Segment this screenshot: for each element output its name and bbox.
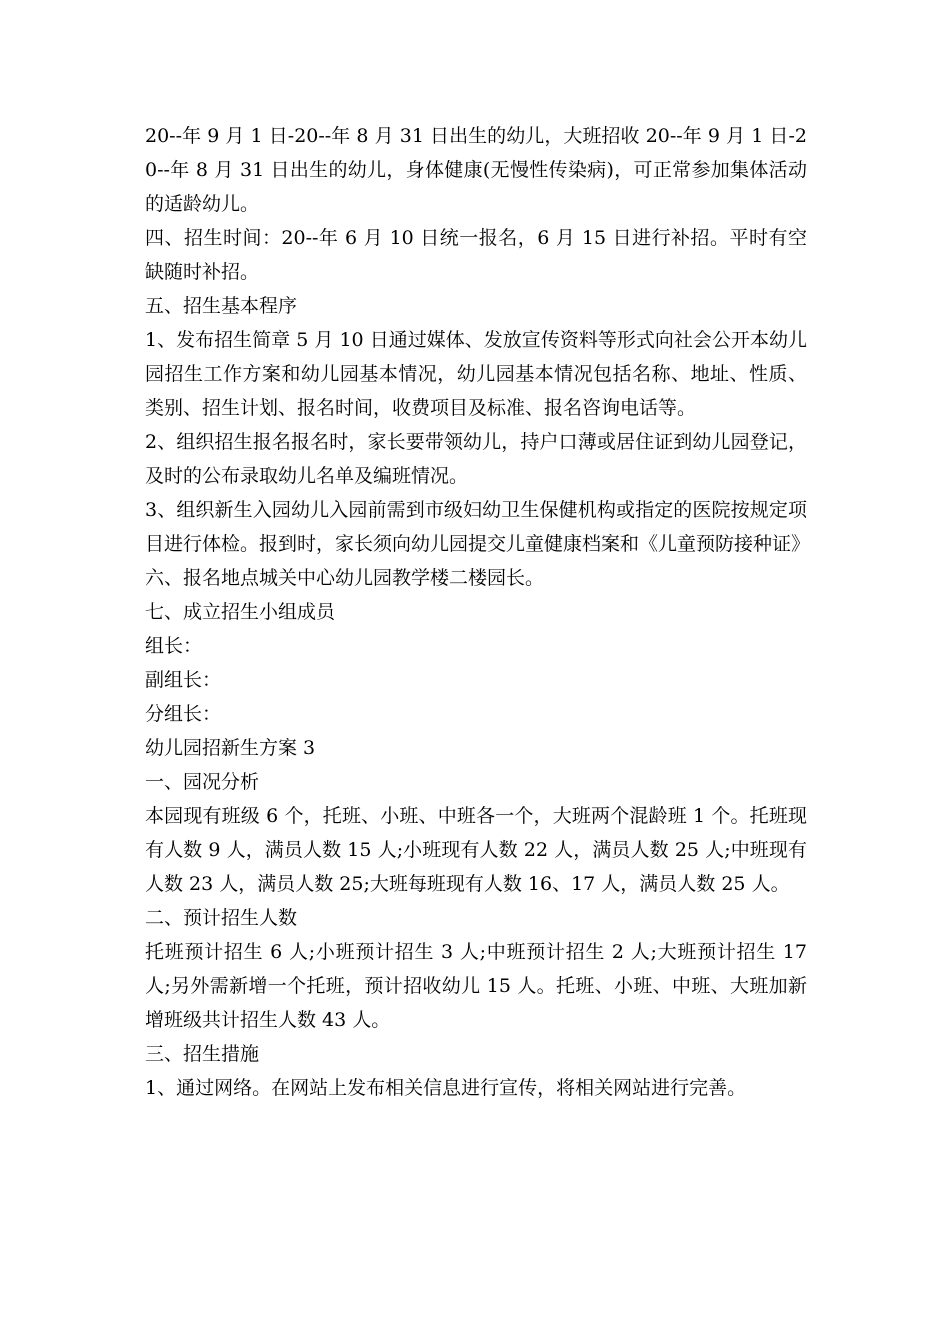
line-team-leader: 组长： bbox=[145, 635, 203, 657]
line-deputy-leader: 副组长： bbox=[145, 669, 222, 691]
heading-expected-enrollment: 二、预计招生人数 bbox=[145, 907, 298, 929]
line-group-leader: 分组长： bbox=[145, 703, 222, 725]
paragraph-expected-enrollment: 托班预计招生 6 人;小班预计招生 3 人;中班预计招生 2 人;大班预计招生 17 人;另外需新增一个托班，预计招收幼儿 15 人。托班、小班、中班、大班加新增班级共计招生人数 43 人。 bbox=[145, 941, 807, 1031]
paragraph-location: 六、报名地点城关中心幼儿园教学楼二楼园长。 bbox=[145, 567, 545, 589]
heading-team: 七、成立招生小组成员 bbox=[145, 601, 336, 623]
paragraph-procedure-2: 2、组织招生报名报名时，家长要带领幼儿，持户口薄或居住证到幼儿园登记，及时的公布录取幼儿名单及编班情况。 bbox=[145, 431, 807, 487]
paragraph-procedure-1: 1、发布招生简章 5 月 10 日通过媒体、发放宣传资料等形式向社会公开本幼儿园招生工作方案和幼儿园基本情况，幼儿园基本情况包括名称、地址、性质、类别、招生计划、报名时间，收费项目及标准、报名咨询电话等。 bbox=[145, 329, 807, 419]
paragraph-enrollment-time: 四、招生时间：20--年 6 月 10 日统一报名，6 月 15 日进行补招。平时有空缺随时补招。 bbox=[145, 227, 807, 283]
section-title-plan-3: 幼儿园招新生方案 3 bbox=[145, 737, 316, 759]
paragraph-analysis: 本园现有班级 6 个，托班、小班、中班各一个，大班两个混龄班 1 个。托班现有人数 9 人，满员人数 15 人;小班现有人数 22 人，满员人数 25 人;中班现有人数 23 人，满员人数 25;大班每班现有人数 16、17 人，满员人数 25 人。 bbox=[145, 805, 807, 895]
heading-analysis: 一、园况分析 bbox=[145, 771, 260, 793]
paragraph-eligibility: 20--年 9 月 1 日-20--年 8 月 31 日出生的幼儿，大班招收 20--年 9 月 1 日-20--年 8 月 31 日出生的幼儿，身体健康(无慢性传染病)，可正常参加集体活动的适龄幼儿。 bbox=[145, 125, 807, 215]
paragraph-measure-1: 1、通过网络。在网站上发布相关信息进行宣传，将相关网站进行完善。 bbox=[145, 1077, 747, 1099]
heading-measures: 三、招生措施 bbox=[145, 1043, 260, 1065]
heading-procedure: 五、招生基本程序 bbox=[145, 295, 298, 317]
paragraph-procedure-3: 3、组织新生入园幼儿入园前需到市级妇幼卫生保健机构或指定的医院按规定项目进行体检。报到时，家长须向幼儿园提交儿童健康档案和《儿童预防接种证》 bbox=[145, 499, 811, 555]
document-body bbox=[145, 119, 811, 1105]
